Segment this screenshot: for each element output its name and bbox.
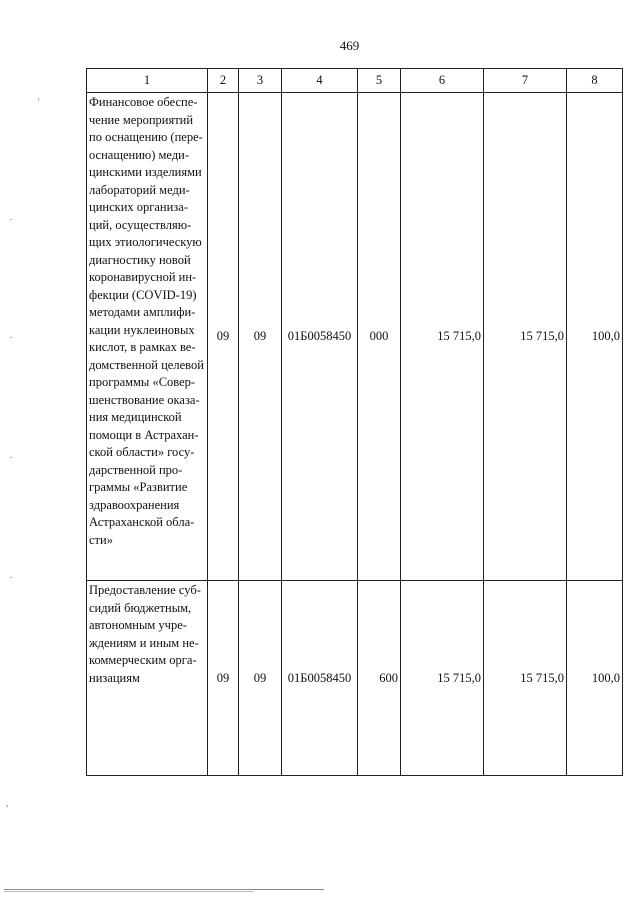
row-subsection: 09	[239, 581, 282, 776]
header-col-5: 5	[358, 69, 401, 93]
row-amount-executed: 15 715,0	[484, 93, 567, 581]
page-edge-rule	[4, 891, 254, 892]
row-percent: 100,0	[567, 93, 623, 581]
table-row	[87, 581, 623, 776]
row-amount-planned: 15 715,0	[401, 581, 484, 776]
table-row	[87, 93, 623, 581]
row-subsection: 09	[239, 93, 282, 581]
scan-mark: .	[10, 570, 13, 580]
row-description: Предоставление суб- сидий бюджетным, автономным учре- ждениям и иным не- коммерческим орга- низациям	[87, 581, 208, 776]
header-row	[87, 69, 623, 93]
scan-mark: ,	[6, 798, 9, 808]
row-section: 09	[208, 581, 239, 776]
row-amount-executed: 15 715,0	[484, 581, 567, 776]
row-amount-planned: 15 715,0	[401, 93, 484, 581]
page-number: 469	[339, 38, 360, 53]
header-col-3: 3	[239, 69, 282, 93]
scan-mark: .	[10, 330, 13, 340]
header-col-8: 8	[567, 69, 623, 93]
header-col-7: 7	[484, 69, 567, 93]
header-col-2: 2	[208, 69, 239, 93]
row-section: 09	[208, 93, 239, 581]
row-target-article: 01Б0058450	[282, 93, 358, 581]
budget-table	[86, 68, 623, 776]
header-col-4: 4	[282, 69, 358, 93]
scan-mark: .	[10, 212, 13, 222]
row-expense-type: 600	[358, 581, 401, 776]
row-target-article: 01Б0058450	[282, 581, 358, 776]
row-percent: 100,0	[567, 581, 623, 776]
header-col-6: 6	[401, 69, 484, 93]
scan-mark: .	[10, 450, 13, 460]
scan-mark: '	[38, 97, 40, 107]
page-edge-rule	[4, 889, 324, 890]
header-col-1: 1	[87, 69, 208, 93]
row-description: Финансовое обеспе- чение мероприятий по оснащению (пере- оснащению) меди- цинскими изделиями лабораторий меди- цинских организа- ций, осуществляю- щих этиологическую диагностику новой коронавирусной ин- фекции (COVID-19) методами амплифи- кации нуклеиновых кислот, в рамках ве- домственной целевой программы «Совер- шенствование оказа- ния медицинской помощи в Астрахан- ской области» госу- дарственной про- граммы «Развитие здравоохранения Астраханской обла- сти»	[87, 93, 208, 581]
row-expense-type: 000	[358, 93, 401, 581]
